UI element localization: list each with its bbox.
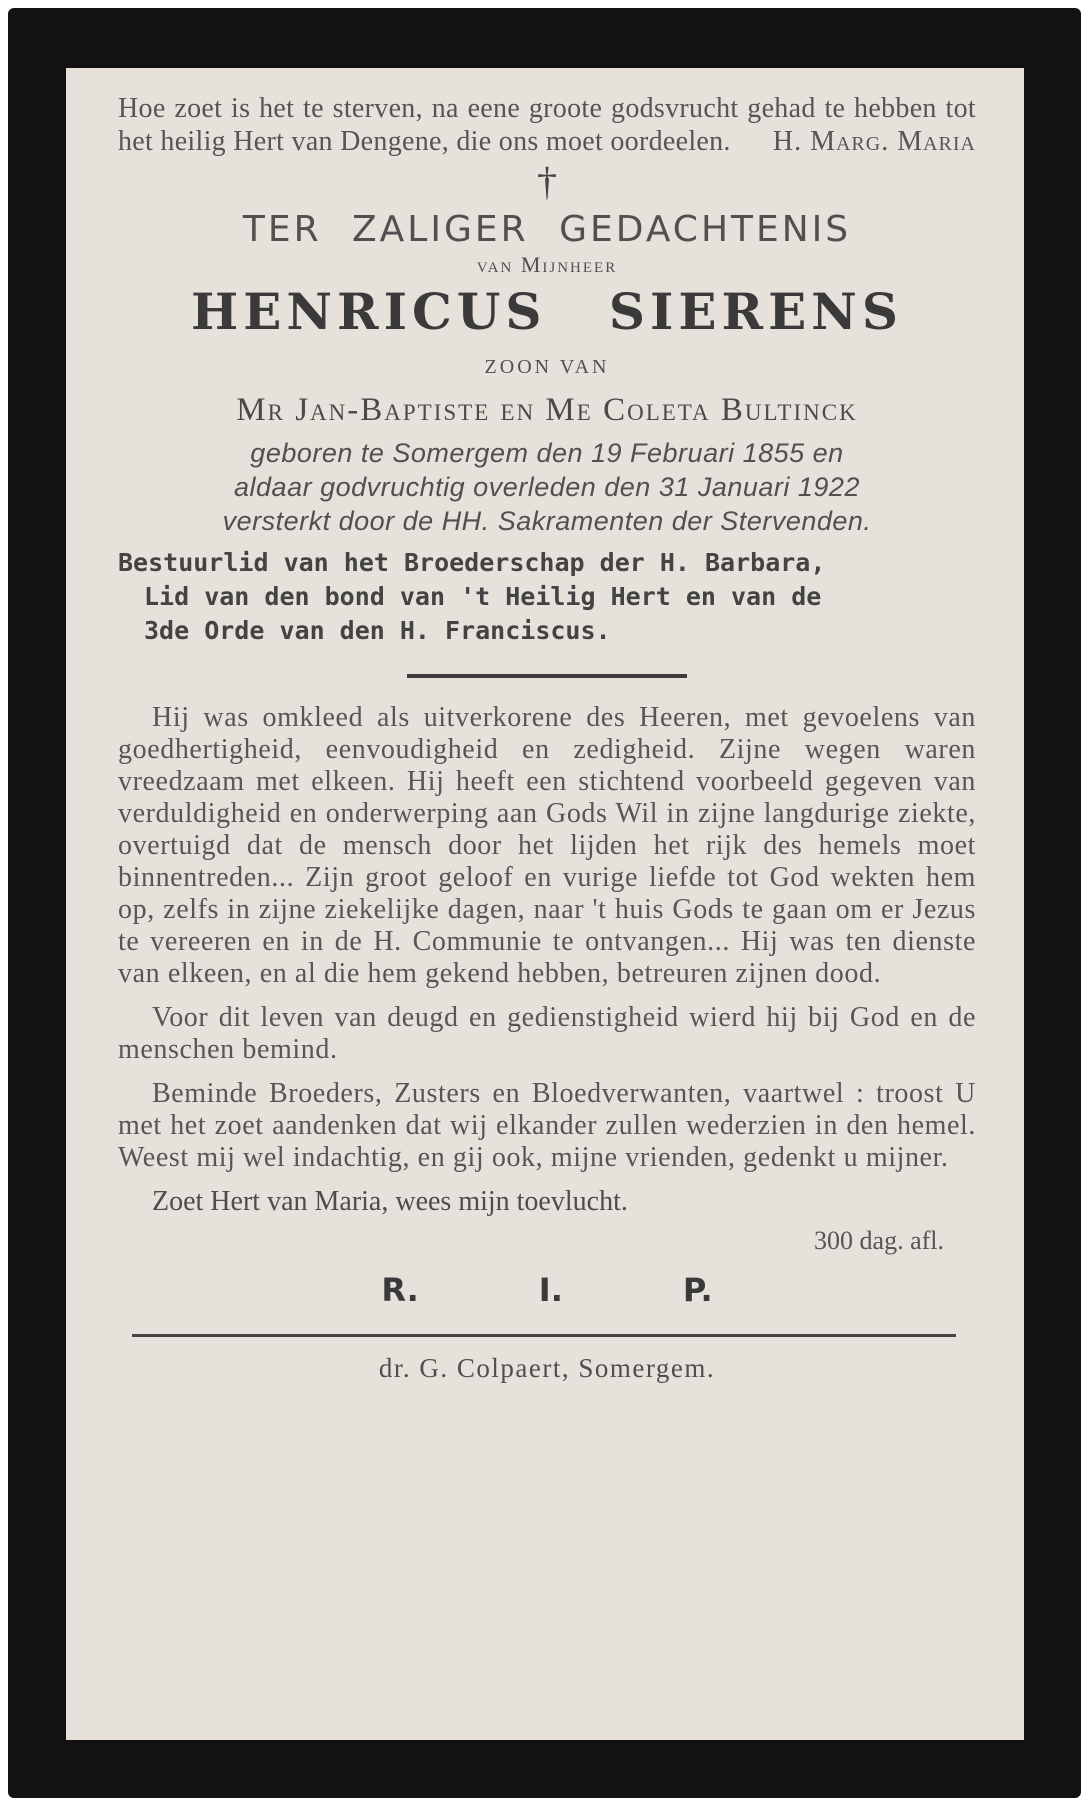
prayer-line: Zoet Hert van Maria, wees mijn toevlucht. bbox=[152, 1186, 628, 1217]
birth-death-info bbox=[118, 436, 976, 538]
farewell-paragraph: Beminde Broeders, Zusters en Bloedverwanten, vaartwel : troost U met het zoet aandenken dat wij elkander zullen wederzien in den hemel. Weest mij wel indachtig, en gij ook, mijne vrienden, gedenkt u mijner. bbox=[118, 1078, 976, 1173]
death-line: aldaar godvruchtig overleden den 31 Januari 1922 bbox=[234, 472, 860, 502]
memorial-subtitle: van Mijnheer bbox=[476, 252, 618, 277]
rip-letter: P. bbox=[682, 1271, 713, 1309]
son-of-label: ZOON VAN bbox=[484, 356, 610, 378]
quote-attribution: H. Marg. Maria bbox=[772, 126, 976, 157]
rip-letter: I. bbox=[538, 1271, 563, 1309]
printer-imprint: dr. G. Colpaert, Somergem. bbox=[378, 1353, 716, 1383]
membership-line: Lid van den bond van 't Heilig Hert en van de bbox=[144, 582, 822, 611]
sacraments-line: versterkt door de HH. Sakramenten der Stervenden. bbox=[222, 506, 872, 536]
indulgence-note: 300 dag. afl. bbox=[814, 1226, 944, 1255]
eulogy-paragraph: Hij was omkleed als uitverkorene des Heeren, met gevoelens van goedhertigheid, eenvoudigheid en zedigheid. Zijne wegen waren vreedzaam met elkeen. Hij heeft een stichtend voorbeeld gegeven van verduldigheid en onderwerping aan Gods Wil in zijne langdurige ziekte, overtuigd dat de mensch door het lijden het rijk des hemels moet binnentreden... Zijn groot geloof en vurige liefde tot God wekten hem op, zelfs in zijne ziekelijke dagen, naar 't huis Gods te gaan om er Jezus te vereeren en in de H. Communie te ontvangen... Hij was ten dienste van elkeen, en al die hem gekend hebben, betreuren zijnen dood. bbox=[118, 702, 976, 989]
deceased-name: HENRICUS SIERENS bbox=[191, 282, 903, 341]
membership-line: 3de Orde van den H. Franciscus. bbox=[144, 616, 611, 645]
divider bbox=[407, 674, 687, 678]
opening-quote bbox=[118, 92, 976, 158]
rip-letter: R. bbox=[381, 1271, 419, 1309]
membership-line: Bestuurlid van het Broederschap der H. Barbara, bbox=[118, 548, 826, 577]
birth-line: geboren te Somergem den 19 Februari 1855 en bbox=[250, 438, 844, 468]
parents-names: Mr Jan-Baptiste en Me Coleta Bultinck bbox=[236, 392, 858, 428]
eulogy-paragraph: Voor dit leven van deugd en gedienstigheid wierd hij bij God en de menschen bemind. bbox=[118, 1002, 976, 1065]
memberships bbox=[118, 546, 976, 648]
memorial-title: TER ZALIGER GEDACHTENIS bbox=[242, 209, 852, 250]
quote-text: Hoe zoet is het te sterven, na eene groote godsvrucht gehad te hebben tot het heilig Hert van Dengene, die ons moet oordeelen. bbox=[118, 93, 976, 157]
memorial-card bbox=[8, 8, 1081, 1798]
card-paper bbox=[66, 68, 1024, 1740]
cross-icon: † bbox=[537, 159, 557, 204]
bottom-divider bbox=[132, 1334, 956, 1337]
rip-letters bbox=[118, 1270, 976, 1310]
